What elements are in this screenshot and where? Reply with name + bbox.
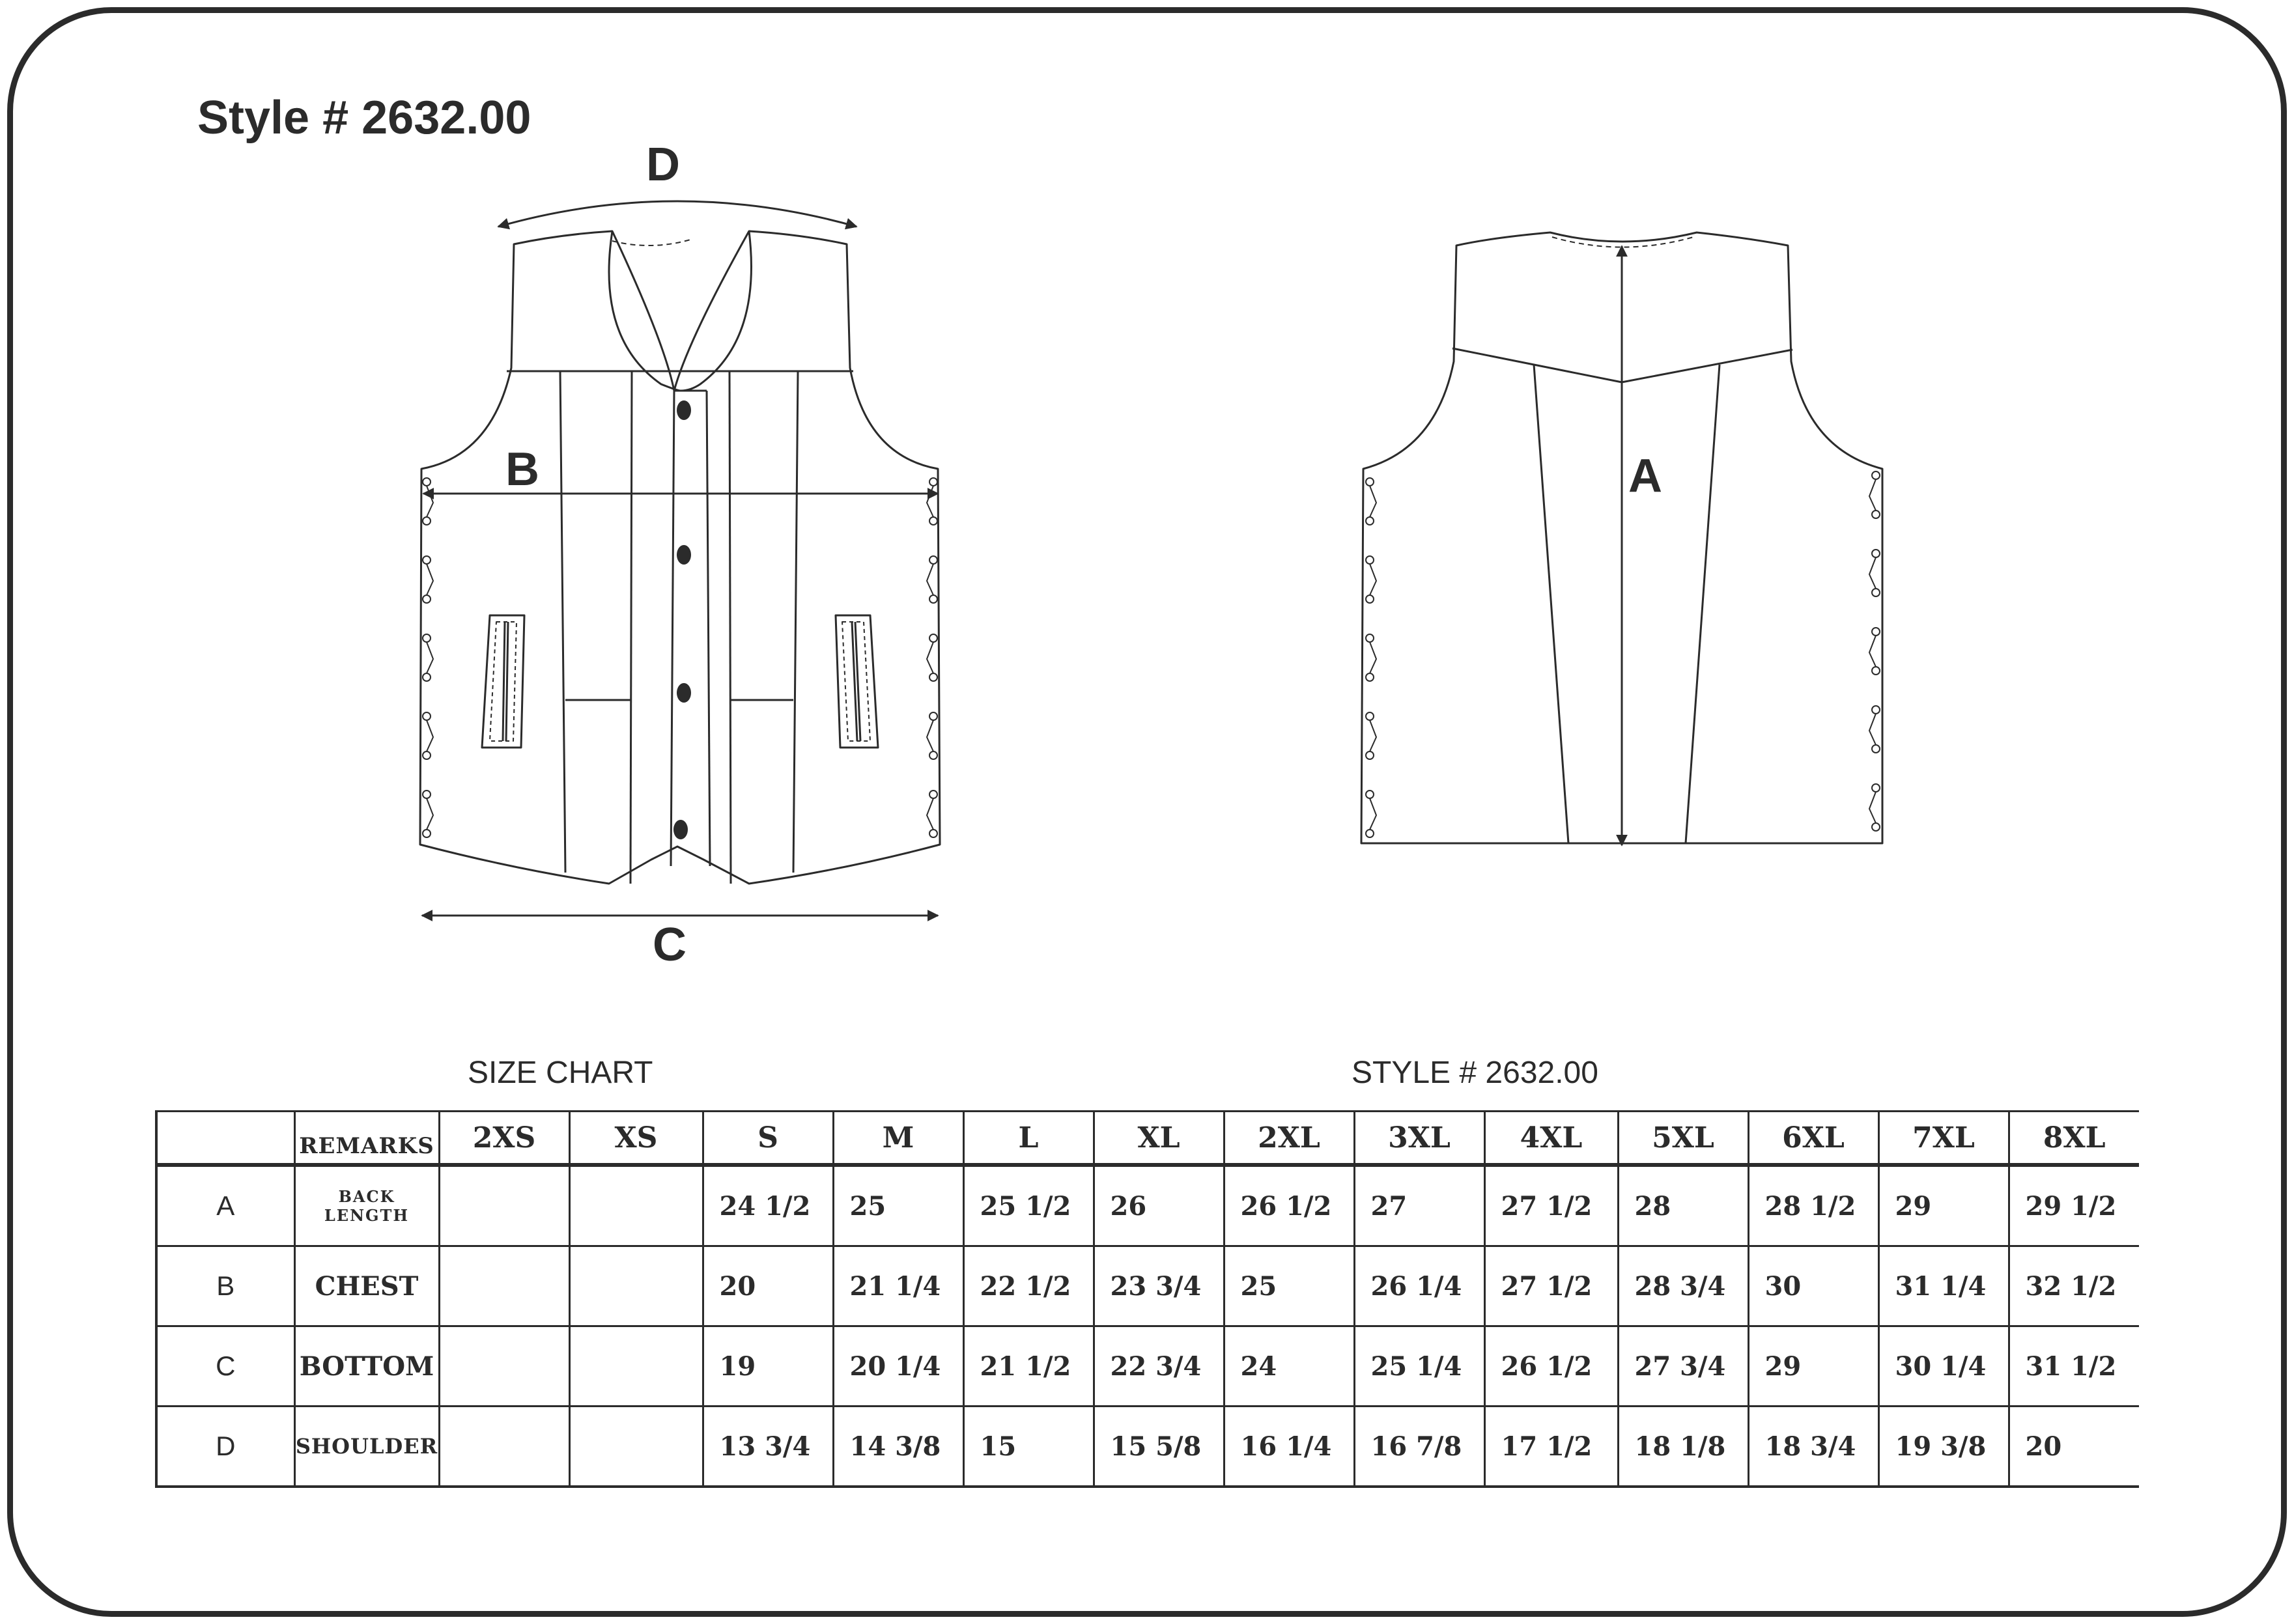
- table-cell: 28 1/2: [1748, 1165, 1878, 1246]
- table-cell: 30: [1748, 1246, 1878, 1326]
- table-cell: [569, 1165, 703, 1246]
- table-cell: 31 1/4: [1878, 1246, 2009, 1326]
- table-cell: 28: [1618, 1165, 1748, 1246]
- table-cell: 24: [1224, 1326, 1354, 1407]
- header-size: 4XL: [1484, 1112, 1618, 1166]
- header-size: XL: [1094, 1112, 1224, 1166]
- table-row: [156, 1407, 2139, 1487]
- table-cell: [569, 1407, 703, 1487]
- row-code: B: [156, 1246, 294, 1326]
- table-cell: 32 1/2: [2009, 1246, 2139, 1326]
- table-cell: 26 1/4: [1354, 1246, 1484, 1326]
- front-right-side-lacing: [927, 478, 937, 837]
- header-size: 3XL: [1354, 1112, 1484, 1166]
- header-size: 6XL: [1748, 1112, 1878, 1166]
- table-cell: [569, 1246, 703, 1326]
- header-size: S: [703, 1112, 833, 1166]
- table-cell: 25 1/4: [1354, 1326, 1484, 1407]
- back-right-side-lacing: [1869, 471, 1880, 831]
- front-buttons: [673, 400, 691, 839]
- table-cell: 24 1/2: [703, 1165, 833, 1246]
- size-chart-table: [155, 1110, 2139, 1488]
- header-size: 2XL: [1224, 1112, 1354, 1166]
- table-cell: 26: [1094, 1165, 1224, 1246]
- front-left-side-lacing: [423, 478, 433, 837]
- table-cell: 16 1/4: [1224, 1407, 1354, 1487]
- table-row: [156, 1246, 2139, 1326]
- table-cell: 20 1/4: [833, 1326, 963, 1407]
- row-code: A: [156, 1165, 294, 1246]
- table-cell: 21 1/2: [963, 1326, 1094, 1407]
- table-cell: [439, 1407, 569, 1487]
- table-cell: 27: [1354, 1165, 1484, 1246]
- table-row: [156, 1165, 2139, 1246]
- table-cell: 31 1/2: [2009, 1326, 2139, 1407]
- header-code: [156, 1112, 294, 1166]
- table-cell: 25: [833, 1165, 963, 1246]
- table-cell: 27 3/4: [1618, 1326, 1748, 1407]
- right-welt-pocket: [836, 615, 878, 748]
- table-cell: 27 1/2: [1484, 1246, 1618, 1326]
- table-cell: 26 1/2: [1224, 1165, 1354, 1246]
- header-size: 8XL: [2009, 1112, 2139, 1166]
- table-cell: [439, 1165, 569, 1246]
- table-cell: [439, 1326, 569, 1407]
- header-size: XS: [569, 1112, 703, 1166]
- table-cell: 16 7/8: [1354, 1407, 1484, 1487]
- table-cell: 22 1/2: [963, 1246, 1094, 1326]
- table-cell: 23 3/4: [1094, 1246, 1224, 1326]
- style-title: Style # 2632.00: [197, 92, 531, 144]
- table-cell: 19: [703, 1326, 833, 1407]
- table-header-row: [156, 1112, 2139, 1166]
- back-left-side-lacing: [1366, 478, 1376, 837]
- table-cell: 25 1/2: [963, 1165, 1094, 1246]
- arrow-d: [498, 201, 857, 227]
- table-cell: 22 3/4: [1094, 1326, 1224, 1407]
- table-cell: 29: [1878, 1165, 2009, 1246]
- table-cell: 15 5/8: [1094, 1407, 1224, 1487]
- left-welt-pocket: [482, 615, 524, 748]
- header-size: L: [963, 1112, 1094, 1166]
- table-cell: 15: [963, 1407, 1094, 1487]
- table-cell: [439, 1246, 569, 1326]
- row-remark: BACK LENGTH: [294, 1165, 439, 1246]
- header-size: M: [833, 1112, 963, 1166]
- table-cell: 14 3/8: [833, 1407, 963, 1487]
- row-code: D: [156, 1407, 294, 1487]
- table-cell: [569, 1326, 703, 1407]
- dimension-label-a: A: [1628, 450, 1662, 502]
- style-number-label: STYLE # 2632.00: [1352, 1056, 1598, 1090]
- table-cell: 19 3/8: [1878, 1407, 2009, 1487]
- table-cell: 21 1/4: [833, 1246, 963, 1326]
- table-cell: 29 1/2: [2009, 1165, 2139, 1246]
- dimension-label-d: D: [646, 139, 680, 191]
- table-cell: 29: [1748, 1326, 1878, 1407]
- header-size: 2XS: [439, 1112, 569, 1166]
- row-remark: CHEST: [294, 1246, 439, 1326]
- table-row: [156, 1326, 2139, 1407]
- table-cell: 28 3/4: [1618, 1246, 1748, 1326]
- row-code: C: [156, 1326, 294, 1407]
- table-cell: 18 3/4: [1748, 1407, 1878, 1487]
- header-size: 5XL: [1618, 1112, 1748, 1166]
- table-cell: 27 1/2: [1484, 1165, 1618, 1246]
- size-chart-title: SIZE CHART: [468, 1056, 653, 1090]
- header-remarks: REMARKS: [294, 1112, 439, 1166]
- table-cell: 18 1/8: [1618, 1407, 1748, 1487]
- table-cell: 17 1/2: [1484, 1407, 1618, 1487]
- row-remark: BOTTOM: [294, 1326, 439, 1407]
- table-cell: 20: [2009, 1407, 2139, 1487]
- header-size: 7XL: [1878, 1112, 2009, 1166]
- table-cell: 26 1/2: [1484, 1326, 1618, 1407]
- dimension-label-b: B: [505, 443, 539, 496]
- table-cell: 20: [703, 1246, 833, 1326]
- row-remark: SHOULDER: [294, 1407, 439, 1487]
- dimension-label-c: C: [653, 919, 687, 971]
- table-cell: 25: [1224, 1246, 1354, 1326]
- table-cell: 30 1/4: [1878, 1326, 2009, 1407]
- table-cell: 13 3/4: [703, 1407, 833, 1487]
